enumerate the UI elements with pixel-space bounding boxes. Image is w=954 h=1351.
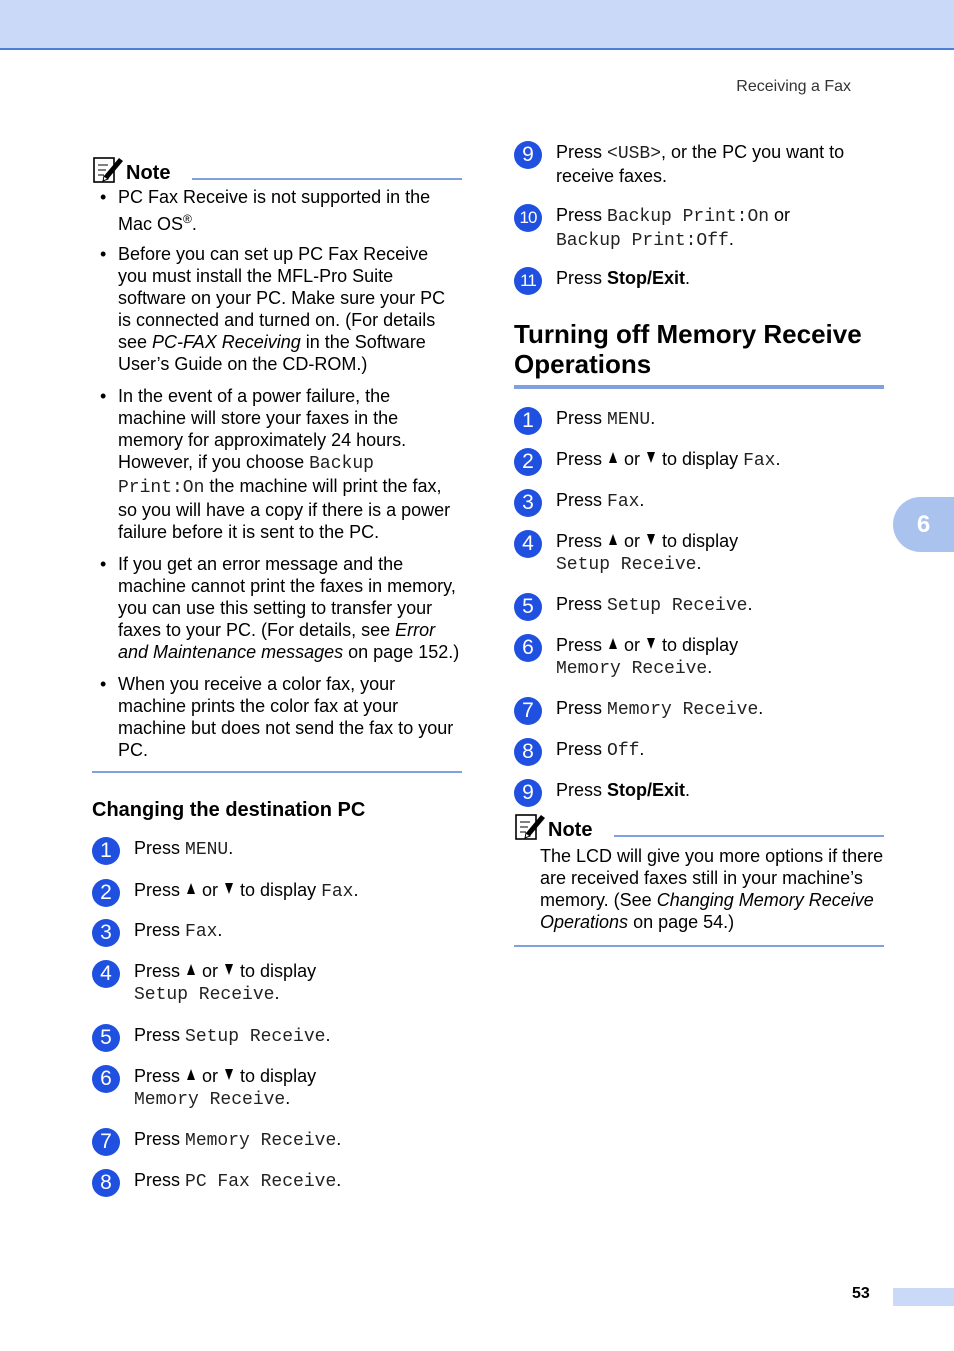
step-number: 8 xyxy=(92,1169,120,1197)
up-arrow-icon xyxy=(187,1069,195,1080)
step-item: 11 Press Stop/Exit. xyxy=(514,267,884,307)
step-item: 7 Press Memory Receive. xyxy=(514,697,884,738)
section-title: Turning off Memory Receive Operations xyxy=(514,319,862,379)
step-item: 3 Press Fax. xyxy=(92,919,462,960)
step-item: 6 Press or to display Memory Receive. xyxy=(92,1065,462,1128)
step-number: 2 xyxy=(514,448,542,476)
section-rule xyxy=(514,385,884,389)
up-arrow-icon xyxy=(609,534,617,545)
changing-pc-steps xyxy=(92,837,462,1199)
step-item: 1 Press MENU. xyxy=(514,407,884,448)
step-number: 9 xyxy=(514,779,542,807)
step-item: 5 Press Setup Receive. xyxy=(92,1024,462,1065)
right-column xyxy=(514,141,884,947)
step-item: 8 Press PC Fax Receive. xyxy=(92,1169,462,1199)
page-number: 53 xyxy=(852,1285,870,1302)
top-header-bar xyxy=(0,0,954,50)
step-number: 8 xyxy=(514,738,542,766)
note-header xyxy=(514,809,884,841)
step-item: 9 Press Stop/Exit. xyxy=(514,779,884,809)
step-number: 4 xyxy=(514,530,542,558)
step-number: 6 xyxy=(92,1065,120,1093)
note-title: Note xyxy=(548,819,593,841)
step-number: 11 xyxy=(514,267,542,295)
up-arrow-icon xyxy=(187,883,195,894)
list-item: • PC Fax Receive is not supported in the Mac OS®. xyxy=(92,186,462,235)
step-number: 3 xyxy=(514,489,542,517)
step-number: 6 xyxy=(514,634,542,662)
step-item: 1 Press MENU. xyxy=(92,837,462,879)
note-bottom-rule xyxy=(92,771,462,773)
step-item: 8 Press Off. xyxy=(514,738,884,779)
step-item: 6 Press or to display Memory Receive. xyxy=(514,634,884,697)
step-item: 4 Press or to display Setup Receive. xyxy=(514,530,884,593)
footer-bar xyxy=(893,1288,954,1306)
list-item: • When you receive a color fax, your machine prints the color fax at your machine but does not send the fax to your PC. xyxy=(92,673,462,761)
note-text: The LCD will give you more options if there are received faxes still in your machine’s memory. (See Changing Memory Receive Operations on page 54.) xyxy=(540,846,884,932)
down-arrow-icon xyxy=(647,638,655,649)
step-number: 3 xyxy=(92,919,120,947)
step-number: 5 xyxy=(514,593,542,621)
list-item: • In the event of a power failure, the machine will store your faxes in the memory for approximately 24 hours. However, if you choose Backup Print:On the machine will print the fax, so you will have a copy if there is a power failure before it is sent to the PC. xyxy=(92,385,462,543)
turning-off-steps xyxy=(514,407,884,809)
up-arrow-icon xyxy=(609,638,617,649)
step-number: 10 xyxy=(514,204,542,232)
subsection-title: Changing the destination PC xyxy=(92,799,366,821)
note-rule xyxy=(614,835,884,837)
up-arrow-icon xyxy=(187,964,195,975)
step-number: 4 xyxy=(92,960,120,988)
step-number: 7 xyxy=(514,697,542,725)
step-item: 10 Press Backup Print:On or Backup Print:Off. xyxy=(514,204,884,267)
step-item: 3 Press Fax. xyxy=(514,489,884,530)
step-item: 2 Press or to display Fax. xyxy=(514,448,884,489)
down-arrow-icon xyxy=(647,534,655,545)
running-header: Receiving a Fax xyxy=(736,78,851,95)
step-item: 5 Press Setup Receive. xyxy=(514,593,884,634)
note-header xyxy=(92,152,462,184)
continued-steps xyxy=(514,141,884,307)
note-rule xyxy=(192,178,462,180)
step-number: 5 xyxy=(92,1024,120,1052)
down-arrow-icon xyxy=(225,964,233,975)
step-item: 2 Press or to display Fax. xyxy=(92,879,462,919)
note-pencil-icon xyxy=(92,154,124,184)
step-number: 7 xyxy=(92,1128,120,1156)
note-bottom-rule xyxy=(514,945,884,947)
left-column xyxy=(92,152,462,1199)
step-number: 1 xyxy=(514,407,542,435)
down-arrow-icon xyxy=(225,883,233,894)
step-item: 9 Press <USB>, or the PC you want to receive faxes. xyxy=(514,141,884,204)
note-bullet-list xyxy=(92,186,462,761)
note-box xyxy=(92,152,462,773)
list-item: • If you get an error message and the machine cannot print the faxes in memory, you can use this setting to transfer your faxes to your PC. (For details, see Error and Maintenance messages on page 152.) xyxy=(92,553,462,663)
step-item: 7 Press Memory Receive. xyxy=(92,1128,462,1169)
step-number: 1 xyxy=(92,837,120,865)
step-number: 9 xyxy=(514,141,542,169)
note-box xyxy=(514,809,884,947)
chapter-tab[interactable]: 6 xyxy=(893,497,954,552)
down-arrow-icon xyxy=(225,1069,233,1080)
note-pencil-icon xyxy=(514,811,546,841)
list-item: • Before you can set up PC Fax Receive you must install the MFL-Pro Suite software on your PC. Make sure your PC is connected and turned on. (For details see PC-FAX Receiving in the Software User’s Guide on the CD-ROM.) xyxy=(92,243,462,375)
note-title: Note xyxy=(126,162,171,184)
up-arrow-icon xyxy=(609,452,617,463)
step-item: 4 Press or to display Setup Receive. xyxy=(92,960,462,1024)
step-number: 2 xyxy=(92,879,120,907)
down-arrow-icon xyxy=(647,452,655,463)
